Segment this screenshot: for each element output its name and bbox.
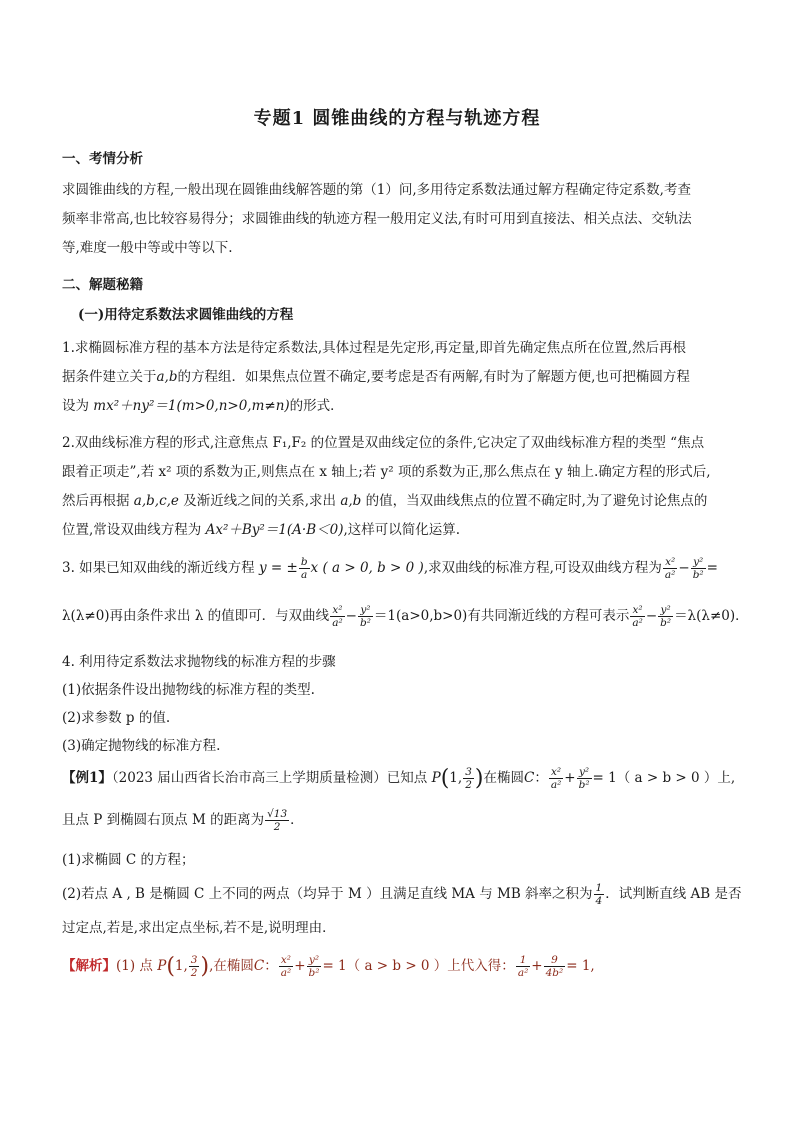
fraction-x2-a2-ex: $\frac{\text{x²}}{\text{a²}}$ bbox=[550, 766, 562, 791]
para2-line-4: 位置,常设双曲线方程为 Ax²＋By²＝1(A·B＜0),这样可以简化运算. bbox=[62, 522, 461, 538]
fraction-x2-a2-c: $\frac{\text{x²}}{\text{a²}}$ bbox=[632, 604, 643, 629]
example-question-2-cont: 过定点,若是,求出定点坐标,若不是,说明理由． bbox=[62, 920, 336, 936]
page-title: 专题1 圆锥曲线的方程与轨迹方程 bbox=[253, 108, 541, 129]
subsection-heading: (一)用待定系数法求圆锥曲线的方程 bbox=[78, 307, 294, 323]
section-heading-methods: 二、解题秘籍 bbox=[62, 277, 143, 293]
fraction-3-2: $\frac{3}{2}$ bbox=[465, 766, 472, 791]
fraction-sqrt13-2: $\frac{√13}{2}$ bbox=[267, 808, 288, 833]
example-line-1: 【例1】（2023 届山西省长治市高三上学期质量检测）已知点 P(1, $\frac{3}{2}$ )在椭圆C： $\frac{\text{x²}}{\text{a²}}$ + $\frac{\text{y²}}{\text{b²}}$ = 1（ a > b > 0 ）上, bbox=[62, 766, 736, 791]
solution-line-1: 【解析】(1) 点 P(1, $\frac{3}{2}$ ),在椭圆C： $\frac{\text{x²}}{\text{a²}}$ + $\frac{\text{y²}}{\text{b²}}$ = 1（ a > b > 0 ）上代入得： $\frac{1}{\text{a²}}$ + $\frac{9}{\text{4b²}}$ = 1, bbox=[62, 954, 595, 979]
para3-line-1: 3. 如果已知双曲线的渐近线方程 y = ± $\frac{b}{a}$ x ( a > 0, b > 0 ),求双曲线的标准方程,可设双曲线方程为 $\frac{\text{x²}}{\text{a²}}$ − $\frac{\text{y²}}{\text{b²}}$ = bbox=[62, 556, 718, 581]
intro-line-3: 等,难度一般中等或中等以下. bbox=[62, 240, 233, 256]
fraction-9-4b2-sol: $\frac{9}{\text{4b²}}$ bbox=[545, 954, 564, 979]
para1-line-3: 设为 mx²＋ny²＝1(m>0,n>0,m≠n)的形式． bbox=[62, 398, 344, 414]
para4-step-3: (3)确定抛物线的标准方程. bbox=[62, 738, 221, 754]
fraction-y2-b2: $\frac{\text{y²}}{\text{b²}}$ bbox=[692, 556, 704, 581]
fraction-x2-a2-sol: $\frac{\text{x²}}{\text{a²}}$ bbox=[280, 954, 292, 979]
fraction-y2-b2-b: $\frac{\text{y²}}{\text{b²}}$ bbox=[359, 604, 371, 629]
example-tag: 【例1】 bbox=[62, 770, 112, 786]
example-question-1: (1)求椭圆 C 的方程； bbox=[62, 852, 195, 868]
para3-line-2: λ(λ≠0)再由条件求出 λ 的值即可．与双曲线 $\frac{\text{x²}}{\text{a²}}$ − $\frac{\text{y²}}{\text{b²}}$ ＝1(a>0,b>0)有共同渐近线的方程可表示 $\frac{\text{x²}}{\text{a²}}$ − $\frac{\text{y²}}{\text{b²}}$ ＝λ(λ≠0)． bbox=[62, 604, 749, 629]
para2-line-1: 2.双曲线标准方程的形式,注意焦点 F₁,F₂ 的位置是双曲线定位的条件,它决定了双曲线标准方程的类型 “焦点 bbox=[62, 435, 705, 451]
fraction-1-4: $\frac{1}{4}$ bbox=[595, 882, 603, 907]
fraction-1-a2-sol: $\frac{1}{\text{a²}}$ bbox=[517, 954, 529, 979]
solution-tag: 【解析】 bbox=[62, 958, 116, 974]
fraction-y2-b2-sol: $\frac{\text{y²}}{\text{b²}}$ bbox=[308, 954, 320, 979]
intro-line-1: 求圆锥曲线的方程,一般出现在圆锥曲线解答题的第（1）问,多用待定系数法通过解方程确定待定系数,考查 bbox=[62, 182, 691, 198]
fraction-3-2-sol: $\frac{3}{2}$ bbox=[190, 954, 198, 979]
section-heading-analysis: 一、考情分析 bbox=[62, 151, 143, 167]
fraction-x2-a2: $\frac{\text{x²}}{\text{a²}}$ bbox=[664, 556, 676, 581]
fraction-y2-b2-ex: $\frac{\text{y²}}{\text{b²}}$ bbox=[578, 766, 590, 791]
intro-line-2: 频率非常高,也比较容易得分；求圆锥曲线的轨迹方程一般用定义法,有时可用到直接法、相关点法、交轨法 bbox=[62, 211, 692, 227]
fraction-y2-b2-c: $\frac{\text{y²}}{\text{b²}}$ bbox=[660, 604, 672, 629]
para4-heading: 4. 利用待定系数法求抛物线的标准方程的步骤 bbox=[62, 654, 336, 670]
fraction-x2-a2-b: $\frac{\text{x²}}{\text{a²}}$ bbox=[332, 604, 343, 629]
para4-step-1: (1)依据条件设出抛物线的标准方程的类型. bbox=[62, 682, 315, 698]
para2-line-2: 跟着正项走”,若 x² 项的系数为正,则焦点在 x 轴上;若 y² 项的系数为正,那么焦点在 y 轴上.确定方程的形式后, bbox=[62, 464, 711, 480]
para2-line-3: 然后再根据 a,b,c,e 及渐近线之间的关系,求出 a,b 的值，当双曲线焦点的位置不确定时,为了避免讨论焦点的 bbox=[62, 493, 708, 509]
para1-line-1: 1.求椭圆标准方程的基本方法是待定系数法,具体过程是先定形,再定量,即首先确定焦点所在位置,然后再根 bbox=[62, 340, 687, 356]
fraction-b-over-a: $\frac{b}{a}$ bbox=[300, 556, 308, 581]
example-line-2: 且点 P 到椭圆右顶点 M 的距离为 $\frac{√13}{2}$ ． bbox=[62, 808, 304, 833]
example-question-2: (2)若点 A , B 是椭圆 C 上不同的两点（均异于 M ）且满足直线 MA 与 MB 斜率之积为 $\frac{1}{4}$ ．试判断直线 AB 是否 bbox=[62, 882, 742, 907]
para1-line-2: 据条件建立关于a,b的方程组．如果焦点位置不确定,要考虑是否有两解,有时为了解题方便,也可把椭圆方程 bbox=[62, 369, 690, 385]
para4-step-2: (2)求参数 p 的值. bbox=[62, 710, 171, 726]
